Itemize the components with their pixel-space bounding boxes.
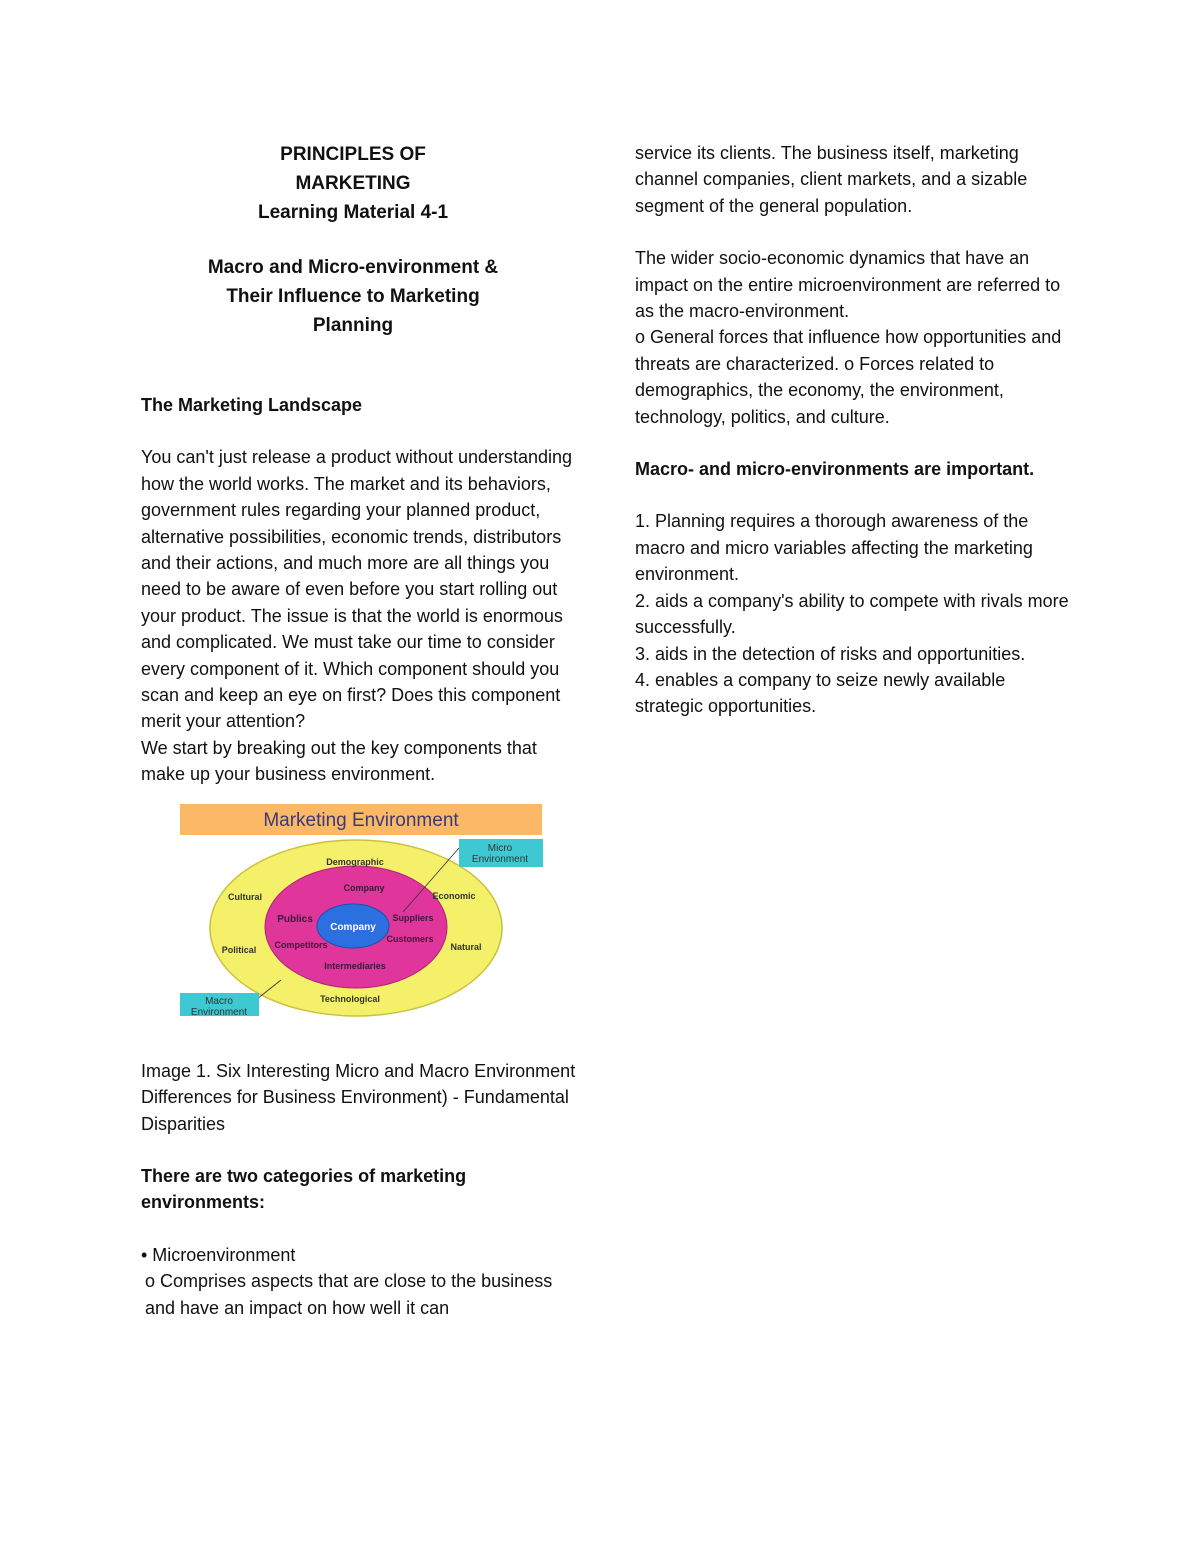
paragraph: We start by breaking out the key components that make up your business environment. <box>141 737 537 785</box>
spacer <box>141 227 565 253</box>
paragraph: The wider socio-economic dynamics that have an impact on the entire microenvironment are referred to as the macro-environment. <box>635 248 1061 322</box>
title-line: Learning Material 4-1 <box>257 202 449 223</box>
micro-callout-text: Environment <box>471 853 529 865</box>
label-customers: Customers <box>386 933 434 944</box>
label-publics: Publics <box>277 913 313 925</box>
list-item: 1. Planning requires a thorough awareness of the macro and micro variables affecting the marketing environment. <box>635 511 1033 585</box>
title-line: MARKETING <box>295 173 411 194</box>
label-technological: Technological <box>320 993 380 1004</box>
diagram-svg <box>177 804 567 1024</box>
left-column <box>141 140 581 1321</box>
label-natural: Natural <box>450 941 482 952</box>
section-heading: The Marketing Landscape <box>141 395 363 415</box>
label-economic: Economic <box>432 890 476 901</box>
sub-bullet-item: o Comprises aspects that are close to the business and have an impact on how well it can <box>145 1271 553 1318</box>
title-line: PRINCIPLES OF <box>280 144 426 165</box>
list-item: 2. aids a company's ability to compete with rivals more successfully. <box>635 590 1069 638</box>
paragraph: You can't just release a product without understanding how the world works. The market and its behaviors, government rules regarding your planned product, alternative possibilities, economic trends, distributors and their actions, and much more are all things you need to be aware of even before you start rolling out your product. The issue is that the world is enormous and complicated. We must take our time to consider every component of it. Which component should you scan and keep an eye on first? Does this component merit your attention? <box>141 447 573 732</box>
list-item: 3. aids in the detection of risks and opportunities. <box>635 643 1026 664</box>
label-demographic: Demographic <box>326 856 384 867</box>
paragraph: o General forces that influence how opportunities and threats are characterized. o Forces related to demographics, the economy, the environment, technology, politics, and culture. <box>635 327 1062 427</box>
label-competitors: Competitors <box>274 939 328 950</box>
document-title <box>141 140 565 340</box>
image-caption: Image 1. Six Interesting Micro and Macro Environment Differences for Business Environment) - Fundamental Disparities <box>141 1060 576 1134</box>
subtitle-line: Planning <box>312 315 394 336</box>
macro-callout-text: Macro <box>205 995 233 1007</box>
section-heading: Macro- and micro-environments are important. <box>635 459 1035 480</box>
micro-callout-text: Micro <box>487 842 513 854</box>
spacer <box>635 430 1075 456</box>
macro-callout-text: Environment <box>190 1006 248 1018</box>
label-intermediaries: Intermediaries <box>324 960 386 971</box>
label-cultural: Cultural <box>227 891 263 902</box>
label-center-company: Company <box>330 921 376 933</box>
spacer <box>635 219 1075 245</box>
label-company-inner: Company <box>343 882 385 893</box>
subtitle-line: Macro and Micro-environment & <box>207 257 499 278</box>
paragraph: service its clients. The business itself, marketing channel companies, client markets, and a sizable segment of the general population. <box>635 143 1028 216</box>
subtitle-line: Their Influence to Marketing <box>226 286 480 307</box>
label-suppliers: Suppliers <box>392 912 434 923</box>
label-political: Political <box>221 944 257 955</box>
spacer <box>141 1216 581 1242</box>
spacer <box>141 366 581 392</box>
spacer <box>141 1137 581 1163</box>
spacer <box>635 482 1075 508</box>
marketing-environment-diagram <box>177 804 567 1024</box>
bullet-item: • Microenvironment <box>141 1244 296 1265</box>
spacer <box>141 418 581 444</box>
right-column <box>635 140 1075 720</box>
spacer <box>141 340 581 366</box>
list-item: 4. enables a company to seize newly available strategic opportunities. <box>635 669 1006 717</box>
section-heading: There are two categories of marketing environments: <box>141 1165 467 1213</box>
banner-text: Marketing Environment <box>263 809 459 831</box>
